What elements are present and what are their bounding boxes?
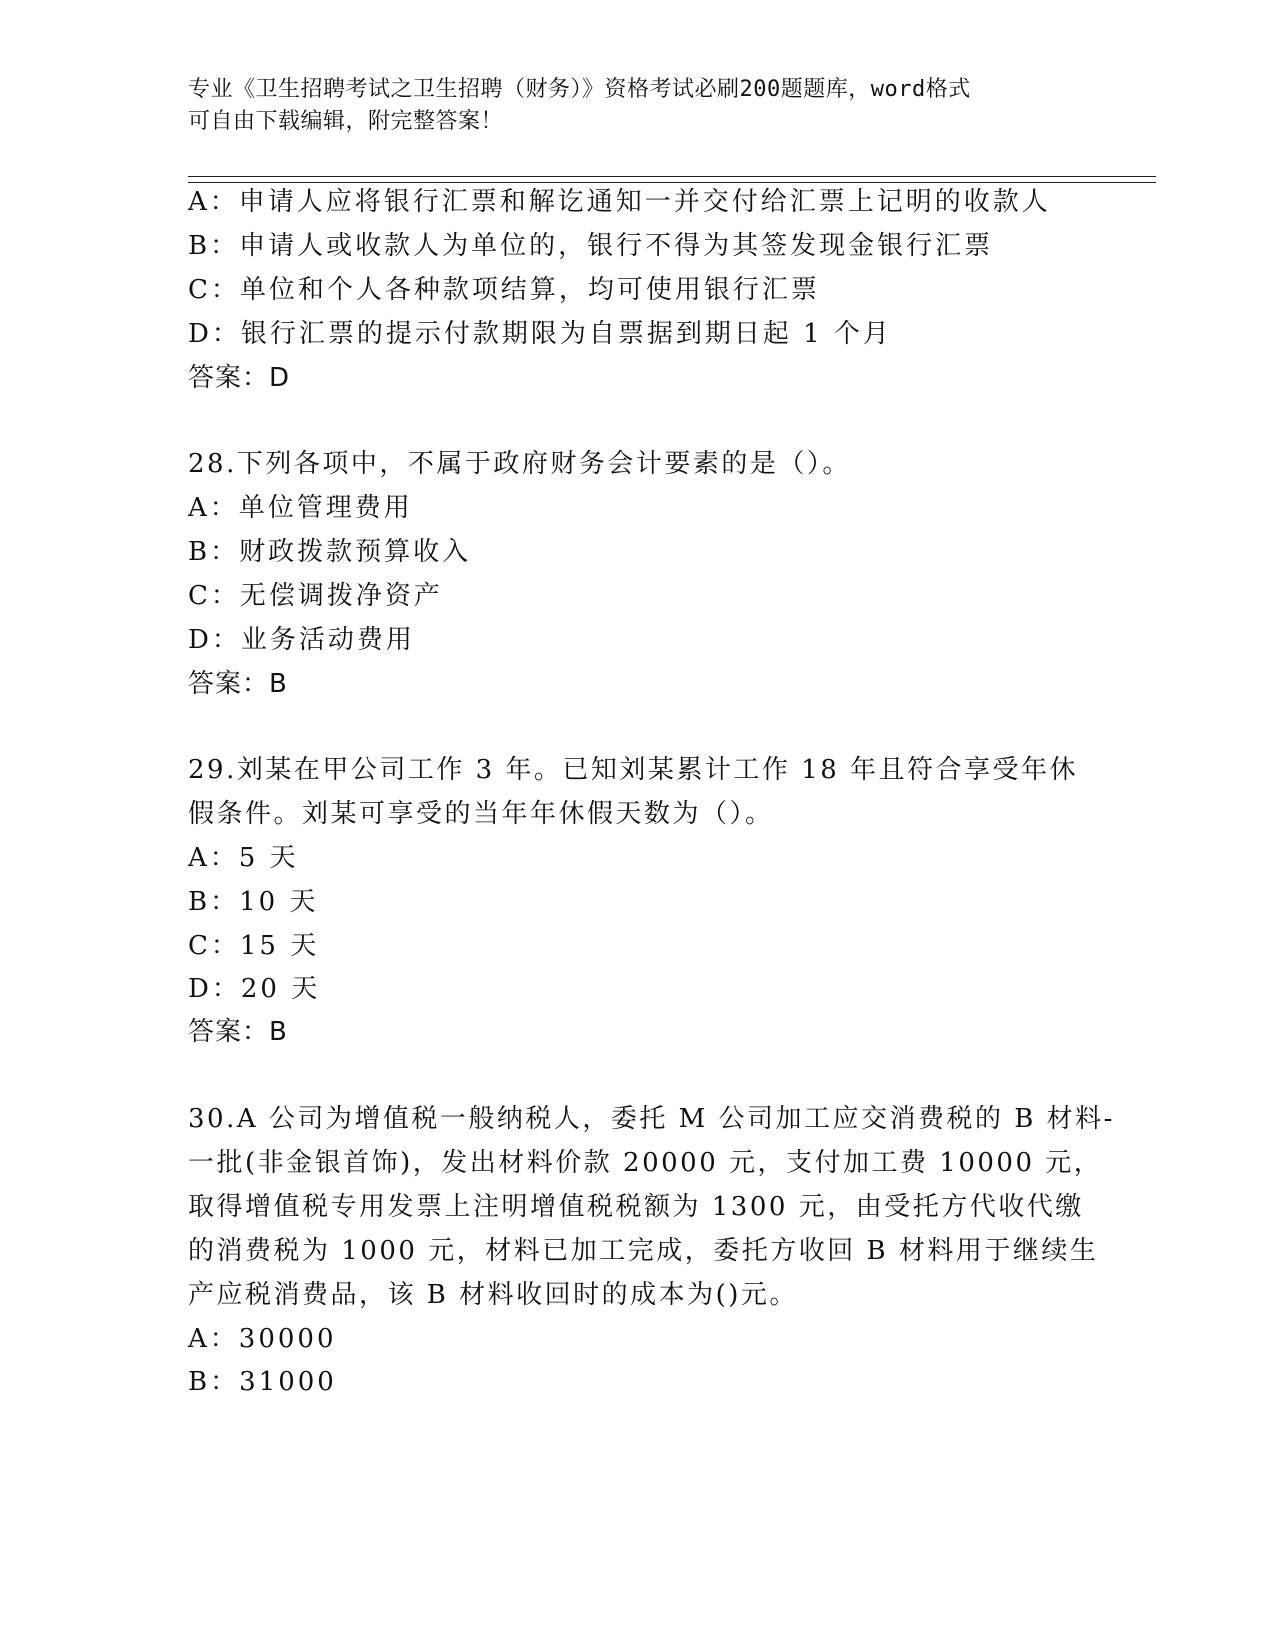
q28-option-c: C：无偿调拨净资产: [188, 581, 443, 611]
q29-stem-line-1: 29.刘某在甲公司工作 3 年。已知刘某累计工作 18 年且符合享受年休: [188, 755, 1079, 785]
header-divider-top: [188, 176, 1156, 177]
q28-option-a: A：单位管理费用: [188, 493, 413, 523]
document-header: [188, 74, 1088, 138]
q30-stem-line-4: 的消费税为 1000 元，材料已加工完成，委托方收回 B 材料用于继续生: [188, 1236, 1099, 1266]
q27-answer: 答案：D: [188, 363, 291, 393]
q30-stem-line-2: 一批(非金银首饰)，发出材料价款 20000 元，支付加工费 10000 元，: [188, 1148, 1103, 1178]
q27-option-c: C：单位和个人各种款项结算，均可使用银行汇票: [188, 275, 820, 305]
q29-option-b: B：10 天: [188, 887, 319, 917]
q30-option-a: A：30000: [188, 1324, 337, 1354]
q28-option-b: B：财政拨款预算收入: [188, 537, 472, 567]
q29-option-a: A：5 天: [188, 843, 299, 873]
q30-stem-line-1: 30.A 公司为增值税一般纳税人，委托 M 公司加工应交消费税的 B 材料-: [188, 1104, 1115, 1134]
header-divider-bottom: [188, 182, 1156, 183]
q27-option-d: D：银行汇票的提示付款期限为自票据到期日起 1 个月: [188, 319, 892, 349]
q27-option-b: B：申请人或收款人为单位的，银行不得为其签发现金银行汇票: [188, 231, 994, 261]
q28-answer: 答案：B: [188, 669, 288, 699]
q27-option-a: A：申请人应将银行汇票和解讫通知一并交付给汇票上记明的收款人: [188, 187, 1051, 217]
q30-stem-line-3: 取得增值税专用发票上注明增值税税额为 1300 元，由受托方代收代缴: [188, 1192, 1084, 1222]
q29-option-d: D：20 天: [188, 974, 321, 1004]
q28-option-d: D：业务活动费用: [188, 625, 415, 655]
q30-stem-line-5: 产应税消费品，该 B 材料收回时的成本为()元。: [188, 1280, 798, 1310]
q29-answer: 答案：B: [188, 1017, 288, 1047]
header-line-1: 专业《卫生招聘考试之卫生招聘（财务）》资格考试必刷200题题库，word格式: [188, 77, 971, 102]
header-line-2: 可自由下载编辑，附完整答案！: [188, 109, 504, 134]
q30-option-b: B：31000: [188, 1367, 337, 1397]
q29-option-c: C：15 天: [188, 931, 320, 961]
q29-stem-line-2: 假条件。刘某可享受的当年年休假天数为（）。: [188, 799, 774, 829]
q28-stem: 28.下列各项中，不属于政府财务会计要素的是（）。: [188, 449, 851, 479]
